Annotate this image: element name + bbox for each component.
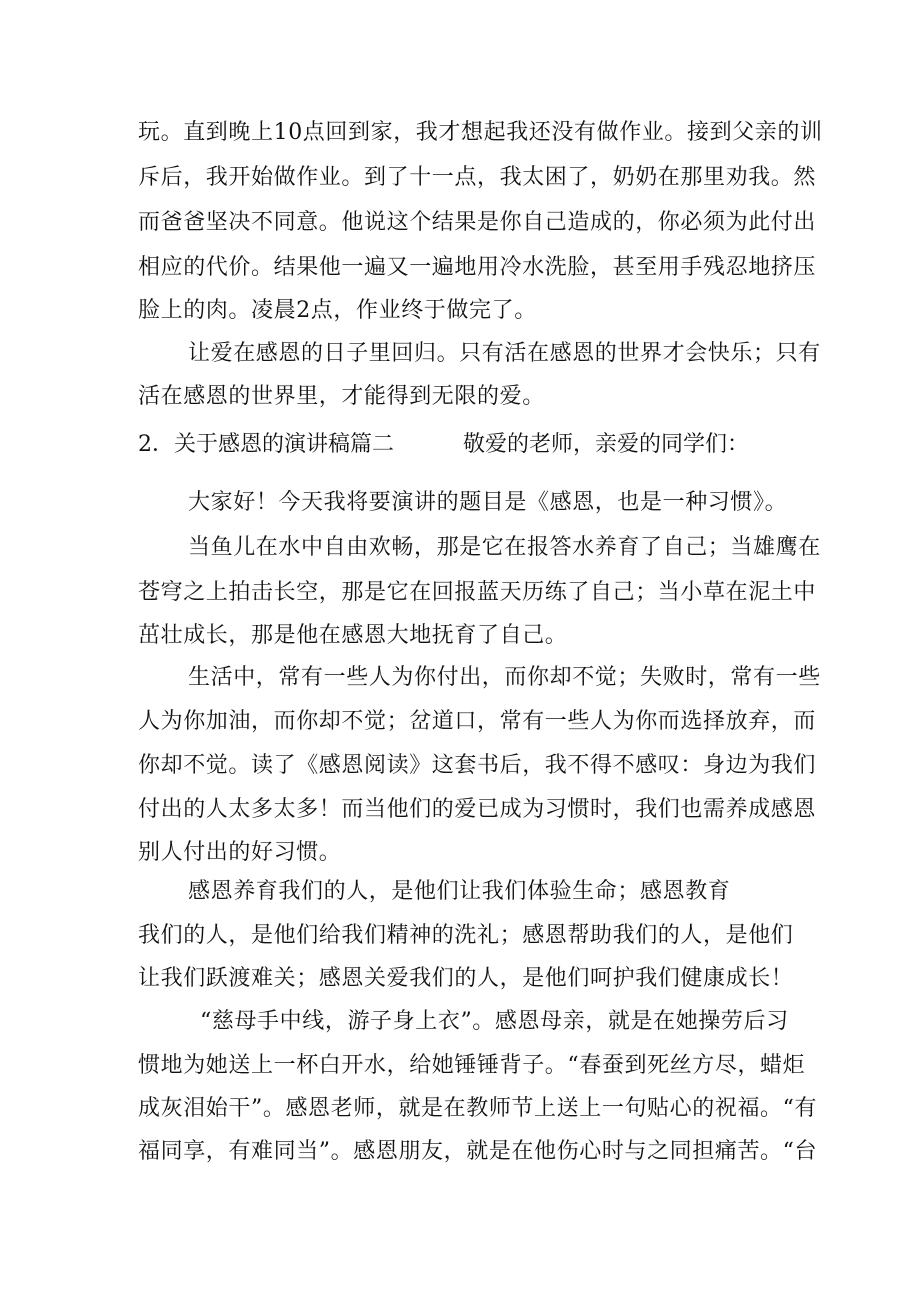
- paragraph-line: 大家好！今天我将要演讲的题目是《感恩，也是一种习惯》。: [188, 490, 788, 515]
- paragraph-line: 而爸爸坚决不同意。他说这个结果是你自己造成的，你必须为此付出: [138, 210, 817, 235]
- paragraph-line: 福同享，有难同当”。感恩朋友，就是在他伤心时与之同担痛苦。“台: [138, 1139, 818, 1164]
- paragraph-line: 茁壮成长，那是他在感恩大地抚育了自己。: [138, 623, 568, 648]
- paragraph-line: “慈母手中线，游子身上衣”。感恩母亲，就是在她操劳后习: [200, 1009, 789, 1034]
- section-heading: 2．关于感恩的演讲稿篇二: [138, 432, 394, 457]
- paragraph-line: 成灰泪始干”。感恩老师，就是在教师节上送上一句贴心的祝福。“有: [138, 1096, 818, 1121]
- greeting-line: 敬爱的老师，亲爱的同学们：: [463, 432, 750, 457]
- paragraph-line: 让我们跃渡难关；感恩关爱我们的人，是他们呵护我们健康成长！: [138, 966, 794, 991]
- paragraph-line: 惯地为她送上一杯白开水，给她锤锤背子。“春蚕到死丝方尽，蜡炬: [138, 1053, 806, 1078]
- paragraph-line: 当鱼儿在水中自由欢畅，那是它在报答水养育了自己；当雄鹰在: [188, 535, 821, 560]
- paragraph-line: 付出的人太多太多！而当他们的爱已成为习惯时，我们也需养成感恩: [138, 797, 817, 822]
- paragraph-line: 人为你加油，而你却不觉；岔道口，常有一些人为你而选择放弃，而: [138, 709, 817, 734]
- paragraph-line: 斥后，我开始做作业。到了十一点，我太困了，奶奶在那里劝我。然: [138, 165, 817, 190]
- paragraph-line: 感恩养育我们的人，是他们让我们体验生命；感恩教育: [188, 879, 731, 904]
- paragraph-line: 我们的人，是他们给我们精神的洗礼；感恩帮助我们的人，是他们: [138, 923, 794, 948]
- paragraph-line: 脸上的肉。凌晨2点，作业终于做完了。: [138, 298, 537, 323]
- paragraph-line: 活在感恩的世界里，才能得到无限的爱。: [138, 384, 545, 409]
- paragraph-line: 玩。直到晚上10点回到家，我才想起我还没有做作业。接到父亲的训: [138, 120, 823, 145]
- paragraph-line: 你却不觉。读了《感恩阅读》这套书后，我不得不感叹：身边为我们: [138, 753, 817, 778]
- paragraph-line: 生活中，常有一些人为你付出，而你却不觉；失败时，常有一些: [188, 665, 821, 690]
- paragraph-line: 苍穹之上拍击长空，那是它在回报蓝天历练了自己；当小草在泥土中: [138, 580, 817, 605]
- paragraph-line: 让爱在感恩的日子里回归。只有活在感恩的世界才会快乐；只有: [188, 341, 821, 366]
- paragraph-line: 相应的代价。结果他一遍又一遍地用冷水洗脸，甚至用手残忍地挤压: [138, 255, 817, 280]
- paragraph-line: 别人付出的好习惯。: [138, 840, 342, 865]
